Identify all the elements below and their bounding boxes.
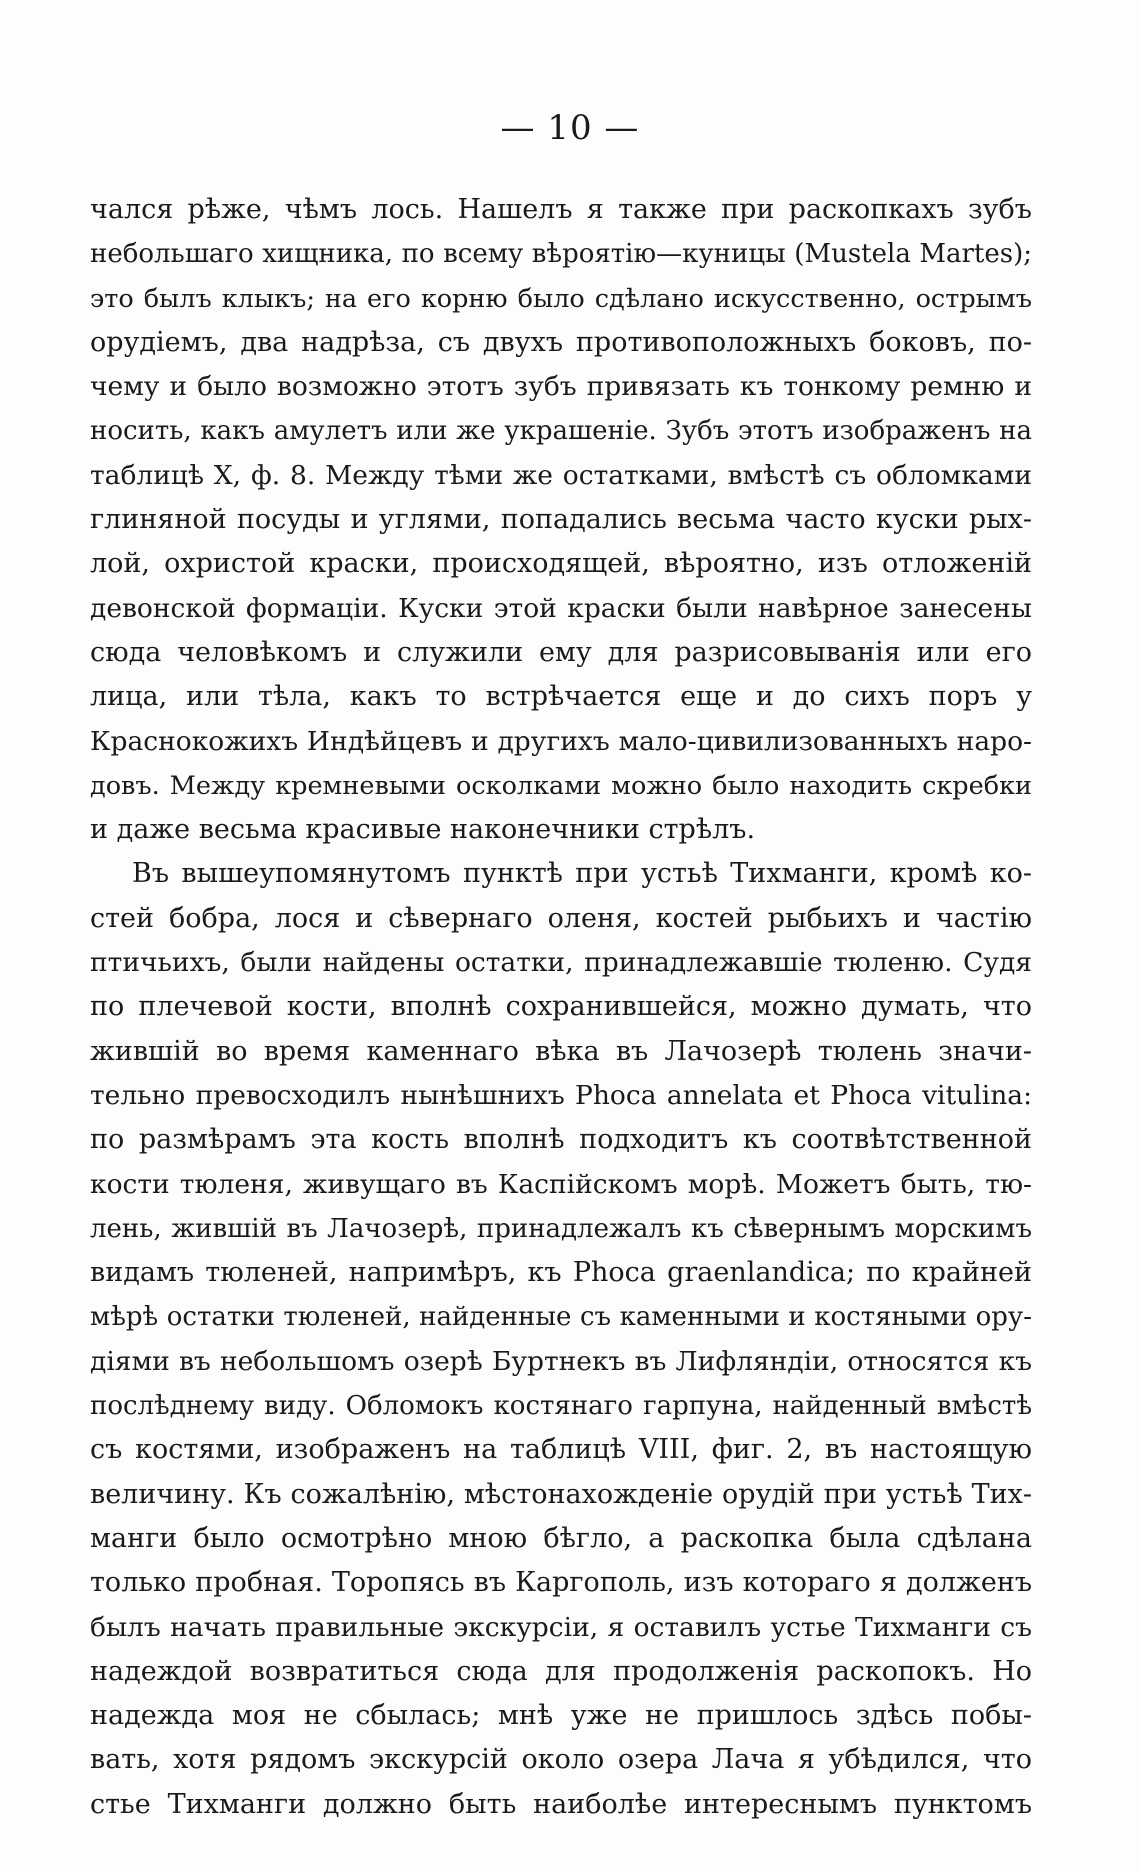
text-line: чему и было возможно этотъ зубъ привязать къ тонкому ремню и xyxy=(90,371,1032,403)
text-line: стей бобра, лося и сѣвернаго оленя, костей рыбьихъ и частію xyxy=(90,902,1032,934)
text-line: былъ начать правильные экскурсіи, я оставилъ устье Тихманги съ xyxy=(90,1611,1032,1643)
text-line: лой, охристой краски, происходящей, вѣроятно, изъ отложеній xyxy=(90,548,1032,580)
text-line: тельно превосходилъ нынѣшнихъ Phoca annelata et Phoca vitulina: xyxy=(90,1079,1032,1111)
text-line: вать, хотя рядомъ экскурсій около озера Лача я убѣдился, что xyxy=(90,1744,1032,1776)
text-line: діями въ небольшомъ озерѣ Буртнекъ въ Лифляндіи, относятся къ xyxy=(90,1345,1032,1377)
text-line: девонской формаціи. Куски этой краски были навѣрное занесены xyxy=(90,592,1032,624)
text-line: это былъ клыкъ; на его корню было сдѣлано искусственно, острымъ xyxy=(90,283,1032,314)
text-line: чался рѣже, чѣмъ лось. Нашелъ я также при раскопкахъ зубъ xyxy=(90,194,1032,225)
paragraph xyxy=(90,852,1032,1827)
text-line: носить, какъ амулетъ или же украшеніе. Зубъ этотъ изображенъ на xyxy=(90,416,1032,447)
text-line: Краснокожихъ Индѣйцевъ и другихъ мало-цивилизованныхъ наро- xyxy=(90,725,1032,757)
text-line: надеждой возвратиться сюда для продолженія раскопокъ. Но xyxy=(90,1655,1032,1687)
text-line: сюда человѣкомъ и служили ему для разрисовыванія или его xyxy=(90,636,1032,668)
text-line: надежда моя не сбылась; мнѣ уже не пришлось здѣсь побы- xyxy=(90,1700,1032,1732)
paragraph xyxy=(90,188,1032,852)
text-line: по размѣрамъ эта кость вполнѣ подходитъ къ соотвѣтственной xyxy=(90,1124,1032,1156)
text-line: орудіемъ, два надрѣза, съ двухъ противоположныхъ боковъ, по- xyxy=(90,326,1032,358)
text-line: и даже весьма красивые наконечники стрѣлъ. xyxy=(90,814,756,846)
text-line: лица, или тѣла, какъ то встрѣчается еще и до сихъ поръ у xyxy=(90,681,1032,713)
text-line: таблицѣ X, ф. 8. Между тѣми же остатками, вмѣстѣ съ обломками xyxy=(90,459,1032,491)
text-line: манги было осмотрѣно мною бѣгло, а раскопка была сдѣлана xyxy=(90,1522,1032,1554)
text-line: послѣднему виду. Обломокъ костянаго гарпуна, найденный вмѣстѣ xyxy=(90,1391,1032,1422)
text-line: небольшаго хищника, по всему вѣроятію—куницы (Mustela Martes); xyxy=(90,239,1032,270)
text-line: кости тюленя, живущаго въ Каспійскомъ морѣ. Можетъ быть, тю- xyxy=(90,1168,1032,1200)
text-line: стье Тихманги должно быть наиболѣе интереснымъ пунктомъ xyxy=(90,1788,1032,1820)
text-line: Въ вышеупомянутомъ пунктѣ при устьѣ Тихманги, кромѣ ко- xyxy=(132,858,1032,890)
text-line: мѣрѣ остатки тюленей, найденные съ каменными и костяными ору- xyxy=(90,1302,1032,1333)
text-line: довъ. Между кремневыми осколками можно было находить скребки xyxy=(90,770,1032,801)
body-text xyxy=(90,188,1032,1827)
page-number: — 10 — xyxy=(500,108,640,148)
text-line: жившій во время каменнаго вѣка въ Лачозерѣ тюлень значи- xyxy=(90,1035,1032,1067)
text-line: видамъ тюленей, напримѣръ, къ Phoca graenlandica; по крайней xyxy=(90,1257,1032,1289)
text-line: глиняной посуды и углями, попадались весьма часто куски рых- xyxy=(90,504,1032,536)
text-line: только пробная. Торопясь въ Каргополь, изъ котораго я долженъ xyxy=(90,1567,1032,1599)
text-line: по плечевой кости, вполнѣ сохранившейся, можно думать, что xyxy=(90,991,1032,1023)
text-line: величину. Къ сожалѣнію, мѣстонахожденіе орудій при устьѣ Тих- xyxy=(90,1478,1032,1510)
text-line: съ костями, изображенъ на таблицѣ VIII, фиг. 2, въ настоящую xyxy=(90,1434,1032,1466)
text-line: птичьихъ, были найдены остатки, принадлежавшіе тюленю. Судя xyxy=(90,947,1032,979)
text-line: лень, жившій въ Лачозерѣ, принадлежалъ къ сѣвернымъ морскимъ xyxy=(90,1213,1032,1244)
